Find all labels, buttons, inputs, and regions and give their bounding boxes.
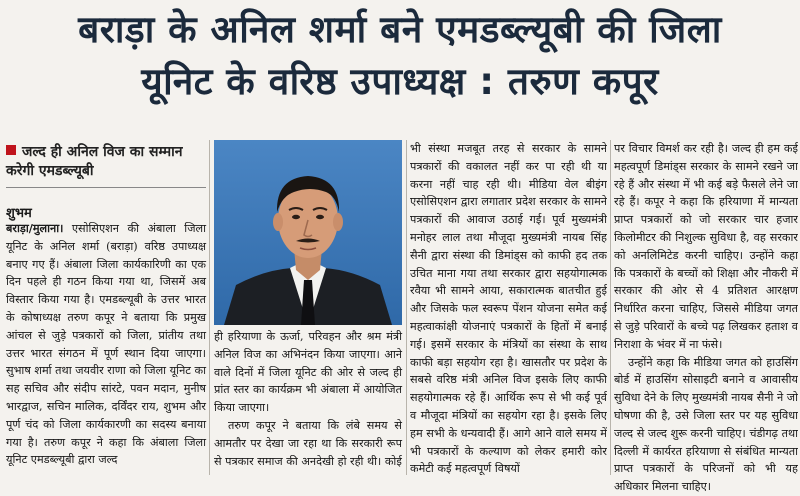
column-1-text: एसोसिएशन की अंबाला जिला यूनिट के अनिल शर्मा (बराड़ा) वरिष्ठ उपाध्यक्ष बनाए गए हैं। अंबाला जिला कार्यकारिणी का एक दिन पहले ही गठन किया गया था, जिसमें अब विस्तार किया गया है। एमडब्ल्यूबी के उत्तर भारत के कोषाध्यक्ष तरुण कपूर ने बताया कि प्रमुख आंचल से जुड़े पत्रकारों को जिला, प्रांतीय तथा उत्तर भारत संगठन में पूर्ण स्थान दिया जाएगा। सुभाष शर्मा तथा जयवीर राणा को जिला यूनिट का सह सचिव और संदीप सांरटे, पवन मदान, मुनीष भारद्वाज, सचिन मालिक, दर्विंदर राय, शुभम और पूर्ण चंद को जिला कार्यकारणी का सदस्य बनाया गया है। तरुण कपूर ने कहा कि अंबाला जिला यूनिट एमडब्ल्यूबी द्वारा जल्द bbox=[6, 222, 206, 467]
man-portrait-icon bbox=[214, 140, 402, 325]
column-3-text: भी संस्था मजबूत तरह से सरकार के सामने पत्रकारों की वकालत नहीं कर पा रही थी या करना नहीं चाह रही थी। मीडिया वेल बीइंग एसोसिएशन द्वारा लगातार प्रदेश सरकार के सामने पत्रकारों की आवाज उठाई गई। पूर्व मुख्यमंत्री मनोहर लाल तथा मौजूदा मुख्यमंत्री नायब सिंह सैनी द्वारा संस्था की डिमांड्स को काफी हद तक उचित माना गया तथा सरकार द्वारा सहयोगात्मक रवैया भी सामने आया, सकारात्मक बातचीत हुई और जिसके फल स्वरूप पेंशन योजना समेत कई महत्वाकांक्षी योजनाएं पत्रकारों के हितों में बनाई गई। इसमें सरकार के मंत्रियों का संस्था के साथ काफी बड़ा सहयोग रहा है। खासतौर पर प्रदेश के सबसे वरिष्ठ मंत्री अनिल विज इसके लिए काफी सहयोगात्मक रहे हैं। आर्थिक रूप से भी कई पूर्व व मौजूदा मंत्रियों का सहयोग रहा है। इसके लिए हम सभी के धन्यवादी हैं। आगे आने वाले समय में भी पत्रकारों के कल्याण को लेकर हमारी कोर कमेटी कई महत्वपूर्ण विषयों bbox=[410, 142, 607, 476]
column-2-text-2: तरुण कपूर ने बताया कि लंबे समय से आमतौर पर देखा जा रहा था कि सरकारी रूप से पत्रकार समाज की अनदेखी हो रही थी। कोई bbox=[214, 418, 402, 468]
subheading bbox=[6, 143, 206, 188]
column-divider bbox=[610, 140, 611, 475]
column-divider bbox=[209, 140, 210, 475]
headline bbox=[0, 4, 800, 108]
article-column-1 bbox=[6, 220, 206, 469]
column-4-text: पर विचार विमर्श कर रही है। जल्द ही हम कई महत्वपूर्ण डिमांड्स सरकार के सामने रखने जा रहे हैं और संस्था में भी कई बड़े फैसले लेने जा रहे हैं। कपूर ने कहा कि हरियाणा में मान्यता प्राप्त पत्रकारों को जो सरकार चार हजार किलोमीटर की निशुल्क सुविधा है, वह सरकार को अनलिमिटेड करनी चाहिए। उन्होंने कहा कि पत्रकारों के बच्चों को शिक्षा और नौकरी में सरकार की ओर से 4 प्रतिशत आरक्षण निर्धारित करना चाहिए, जिससे मीडिया जगत से जुड़े परिवारों के बच्चे पढ़ लिखकर हताश व निराशा के भंवर में ना फंसे। bbox=[614, 142, 798, 351]
article-column-4 bbox=[614, 140, 798, 496]
red-square-bullet-icon bbox=[6, 145, 16, 155]
subheading-text: जल्द ही अनिल विज का सम्मान करेगी एमडब्ल्यूबी bbox=[6, 144, 183, 179]
column-divider bbox=[406, 140, 407, 475]
column-2-text: ही हरियाणा के ऊर्जा, परिवहन और श्रम मंत्री अनिल विज का अभिनंदन किया जाएगा। आने वाले दिनों में जिला यूनिट की ओर से जल्द ही प्रांत स्तर का कार्यक्रम भी अंबाला में आयोजित किया जाएगा। bbox=[214, 330, 402, 415]
portrait-photo bbox=[214, 140, 402, 325]
headline-line-1: बराड़ा के अनिल शर्मा बने एमडब्ल्यूबी की जिला bbox=[78, 8, 722, 51]
subheading-rule bbox=[6, 187, 206, 188]
dateline: बराड़ा/मुलाना। bbox=[6, 221, 64, 235]
article-column-2 bbox=[214, 328, 402, 470]
reporter-name: शुभम bbox=[6, 206, 32, 221]
column-4-text-2: उन्होंने कहा कि मीडिया जगत को हाउसिंग बोर्ड में हाउसिंग सोसाइटी बनाने व आवासीय सुविधा देने के लिए मुख्यमंत्री नायब सैनी ने जो घोषणा की है, उसे जिला स्तर पर यह सुविधा जल्द से जल्द शुरू करनी चाहिए। चंडीगढ़ तथा दिल्ली में कार्यरत हरियाणा से संबंधित मान्यता प्राप्त पत्रकारों के परिजनों को भी यह अधिकार मिलना चाहिए। bbox=[614, 355, 798, 494]
article-column-3 bbox=[410, 140, 607, 478]
headline-line-2: यूनिट के वरिष्ठ उपाध्यक्ष : तरुण कपूर bbox=[141, 60, 659, 103]
